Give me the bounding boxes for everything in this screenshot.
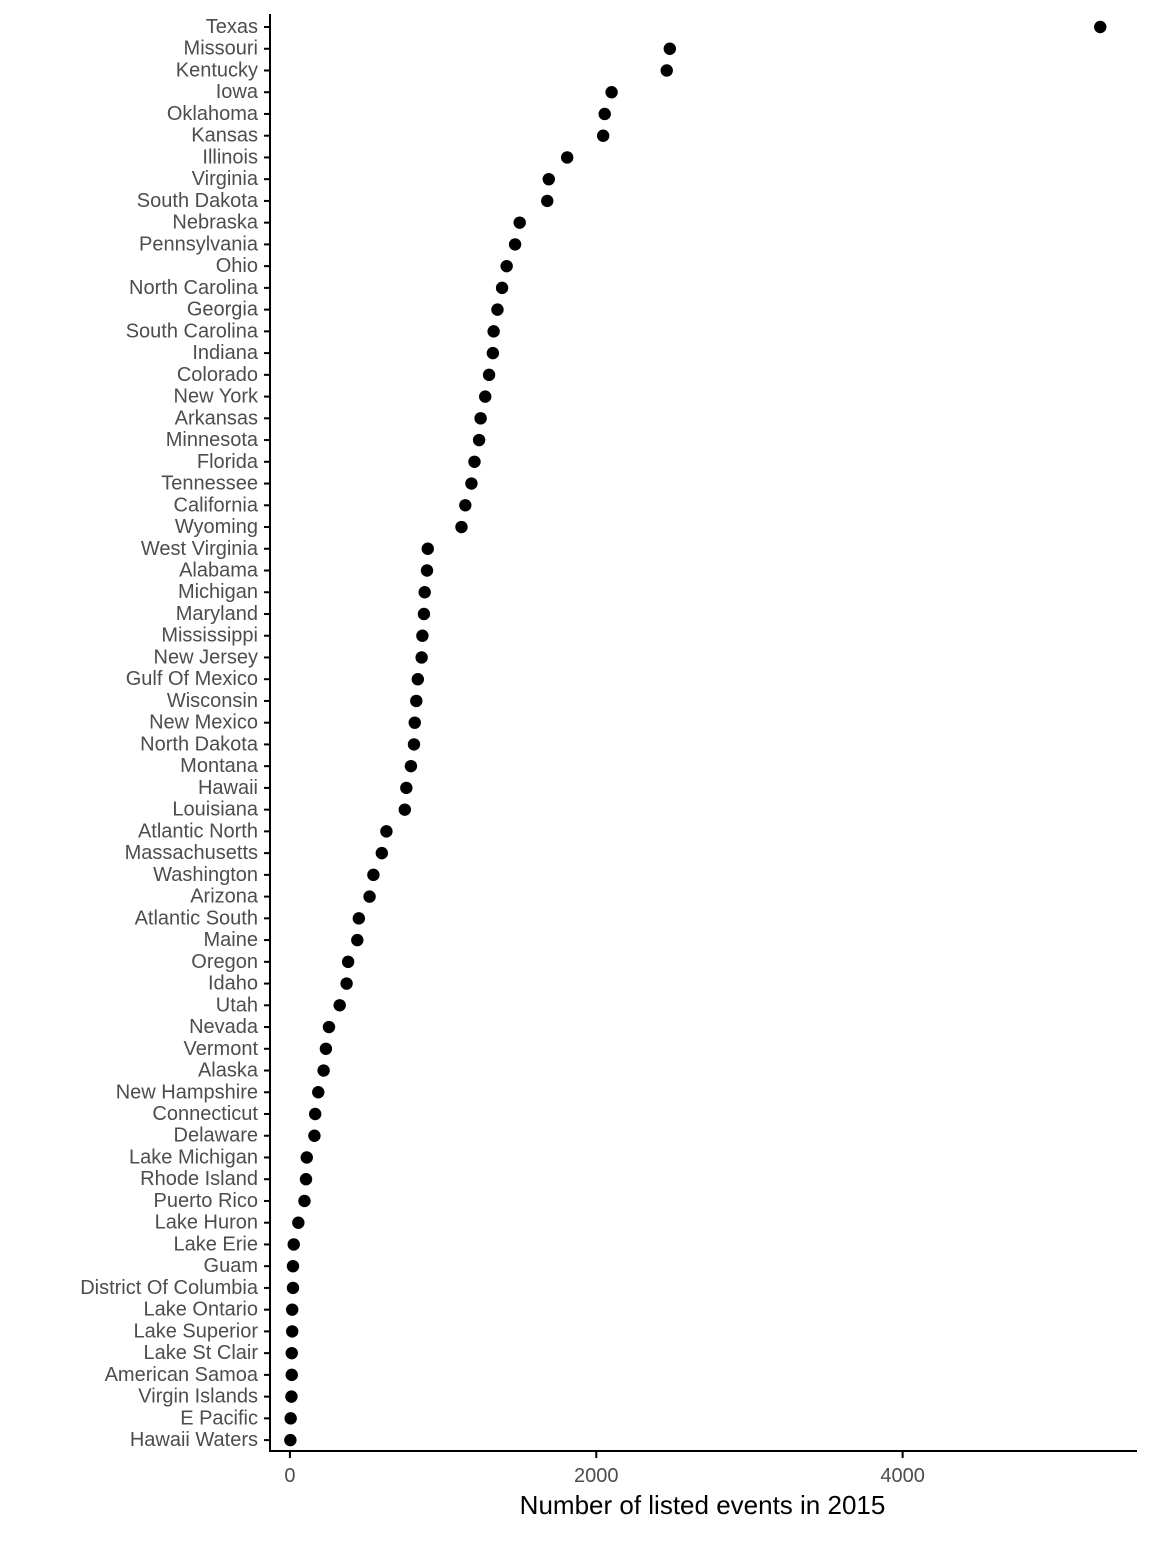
data-point	[412, 673, 424, 685]
data-point	[597, 130, 609, 142]
category-label: Virgin Islands	[138, 1385, 258, 1408]
data-point	[496, 282, 508, 294]
x-tick-label: 4000	[880, 1465, 925, 1487]
data-point	[287, 1282, 299, 1294]
category-label: Rhode Island	[140, 1168, 258, 1191]
category-label: New Hampshire	[115, 1081, 258, 1104]
category-label: Vermont	[183, 1037, 258, 1060]
data-point	[509, 238, 521, 250]
data-point	[405, 760, 417, 772]
category-label: New York	[173, 385, 258, 408]
category-label: Delaware	[173, 1124, 258, 1147]
category-label: Puerto Rico	[153, 1189, 258, 1212]
x-tick-labels	[284, 1451, 925, 1487]
data-point	[288, 1238, 300, 1250]
category-label: Virginia	[191, 168, 258, 191]
data-point	[380, 825, 392, 837]
data-point	[500, 260, 512, 272]
x-tick-label: 0	[284, 1465, 296, 1487]
data-point	[300, 1173, 312, 1185]
data-point	[286, 1325, 298, 1337]
data-point	[399, 803, 411, 815]
data-point	[605, 86, 617, 98]
category-label: New Mexico	[149, 711, 258, 734]
data-point	[292, 1217, 304, 1229]
category-label: Wisconsin	[166, 689, 258, 712]
category-label: Lake Michigan	[129, 1146, 258, 1169]
category-label: Connecticut	[152, 1103, 258, 1125]
data-point	[301, 1151, 313, 1163]
data-point	[363, 890, 375, 902]
data-point	[340, 977, 352, 989]
category-label: Lake St Clair	[143, 1342, 258, 1365]
category-label: District Of Columbia	[80, 1276, 258, 1299]
data-point	[483, 369, 495, 381]
data-point	[286, 1369, 298, 1381]
category-label: Nebraska	[172, 211, 258, 234]
category-label: Maryland	[175, 602, 258, 625]
data-point	[333, 999, 345, 1011]
category-label: California	[173, 494, 258, 517]
category-label: New Jersey	[153, 646, 258, 669]
category-label: Washington	[153, 863, 258, 886]
data-point	[285, 1390, 297, 1402]
data-point	[487, 325, 499, 337]
data-point	[459, 499, 471, 511]
category-label: Massachusetts	[124, 842, 258, 865]
category-label: South Carolina	[125, 320, 258, 343]
category-label: Maine	[203, 929, 258, 952]
category-label: Atlantic South	[134, 907, 258, 930]
category-label: Missouri	[183, 37, 258, 60]
data-point	[317, 1064, 329, 1076]
category-label: Oklahoma	[166, 102, 258, 125]
data-point	[353, 912, 365, 924]
data-point	[474, 412, 486, 424]
category-label: Oregon	[191, 950, 258, 973]
category-label: Lake Huron	[154, 1211, 258, 1234]
data-point	[287, 1260, 299, 1272]
data-point	[376, 847, 388, 859]
category-label: North Dakota	[140, 733, 258, 756]
category-label: Florida	[196, 450, 258, 473]
data-point	[323, 1021, 335, 1033]
category-label: West Virginia	[140, 537, 258, 560]
category-label: Pennsylvania	[139, 233, 258, 256]
category-label: Texas	[205, 16, 258, 38]
data-point	[367, 869, 379, 881]
y-tick-labels	[80, 16, 270, 1451]
data-point	[487, 347, 499, 359]
data-point	[342, 956, 354, 968]
data-point	[598, 108, 610, 120]
data-point	[410, 695, 422, 707]
category-label: Lake Erie	[173, 1233, 258, 1256]
category-label: Colorado	[176, 363, 258, 386]
category-label: Ohio	[215, 255, 258, 278]
data-point	[309, 1108, 321, 1120]
data-point	[308, 1130, 320, 1142]
category-label: Illinois	[202, 146, 258, 169]
data-point	[422, 543, 434, 555]
data-point	[409, 716, 421, 728]
data-point	[421, 564, 433, 576]
category-label: American Samoa	[104, 1363, 258, 1386]
category-label: Idaho	[207, 972, 258, 995]
data-point	[351, 934, 363, 946]
data-point	[400, 782, 412, 794]
category-label: Guam	[203, 1255, 258, 1278]
category-label: Kentucky	[175, 59, 258, 82]
data-point	[408, 738, 420, 750]
data-point	[541, 195, 553, 207]
data-point	[664, 43, 676, 55]
category-label: Georgia	[186, 298, 258, 321]
data-point	[284, 1434, 296, 1446]
data-point	[479, 390, 491, 402]
category-label: Hawaii Waters	[129, 1429, 258, 1452]
data-point	[473, 434, 485, 446]
category-label: Alaska	[197, 1059, 258, 1082]
data-point	[491, 303, 503, 315]
category-label: Kansas	[191, 124, 258, 147]
data-point	[312, 1086, 324, 1098]
data-point	[286, 1347, 298, 1359]
category-label: Montana	[180, 755, 258, 778]
category-label: Nevada	[189, 1016, 258, 1039]
data-point	[661, 64, 673, 76]
category-label: Lake Ontario	[143, 1298, 258, 1321]
category-label: Hawaii	[197, 776, 258, 799]
category-label: Tennessee	[161, 472, 258, 495]
data-point	[468, 456, 480, 468]
data-point	[513, 216, 525, 228]
data-point	[543, 173, 555, 185]
category-label: Mississippi	[161, 624, 258, 647]
category-label: Lake Superior	[133, 1320, 258, 1343]
category-label: Iowa	[215, 81, 258, 104]
data-point	[286, 1303, 298, 1315]
category-label: Gulf Of Mexico	[125, 668, 258, 691]
data-point	[320, 1043, 332, 1055]
data-point	[416, 630, 428, 642]
data-point	[419, 586, 431, 598]
category-label: Arizona	[190, 885, 258, 908]
x-tick-label: 2000	[574, 1465, 619, 1487]
data-point	[455, 521, 467, 533]
category-label: Atlantic North	[137, 820, 258, 843]
category-label: Alabama	[179, 559, 258, 582]
x-axis-title: Number of listed events in 2015	[519, 1490, 886, 1520]
data-point	[418, 608, 430, 620]
category-label: North Carolina	[129, 276, 258, 299]
category-label: Michigan	[177, 581, 258, 604]
category-label: Arkansas	[174, 407, 258, 430]
category-label: Louisiana	[172, 798, 258, 821]
data-point	[465, 477, 477, 489]
category-label: Indiana	[192, 342, 258, 365]
data-point	[298, 1195, 310, 1207]
category-label: Utah	[215, 994, 258, 1017]
data-point	[1094, 21, 1106, 33]
category-label: South Dakota	[136, 189, 258, 212]
data-point	[415, 651, 427, 663]
data-point	[561, 151, 573, 163]
category-label: E Pacific	[180, 1407, 258, 1430]
points-layer	[284, 21, 1106, 1447]
category-label: Minnesota	[165, 429, 258, 452]
data-point	[284, 1412, 296, 1424]
category-label: Wyoming	[174, 516, 258, 539]
